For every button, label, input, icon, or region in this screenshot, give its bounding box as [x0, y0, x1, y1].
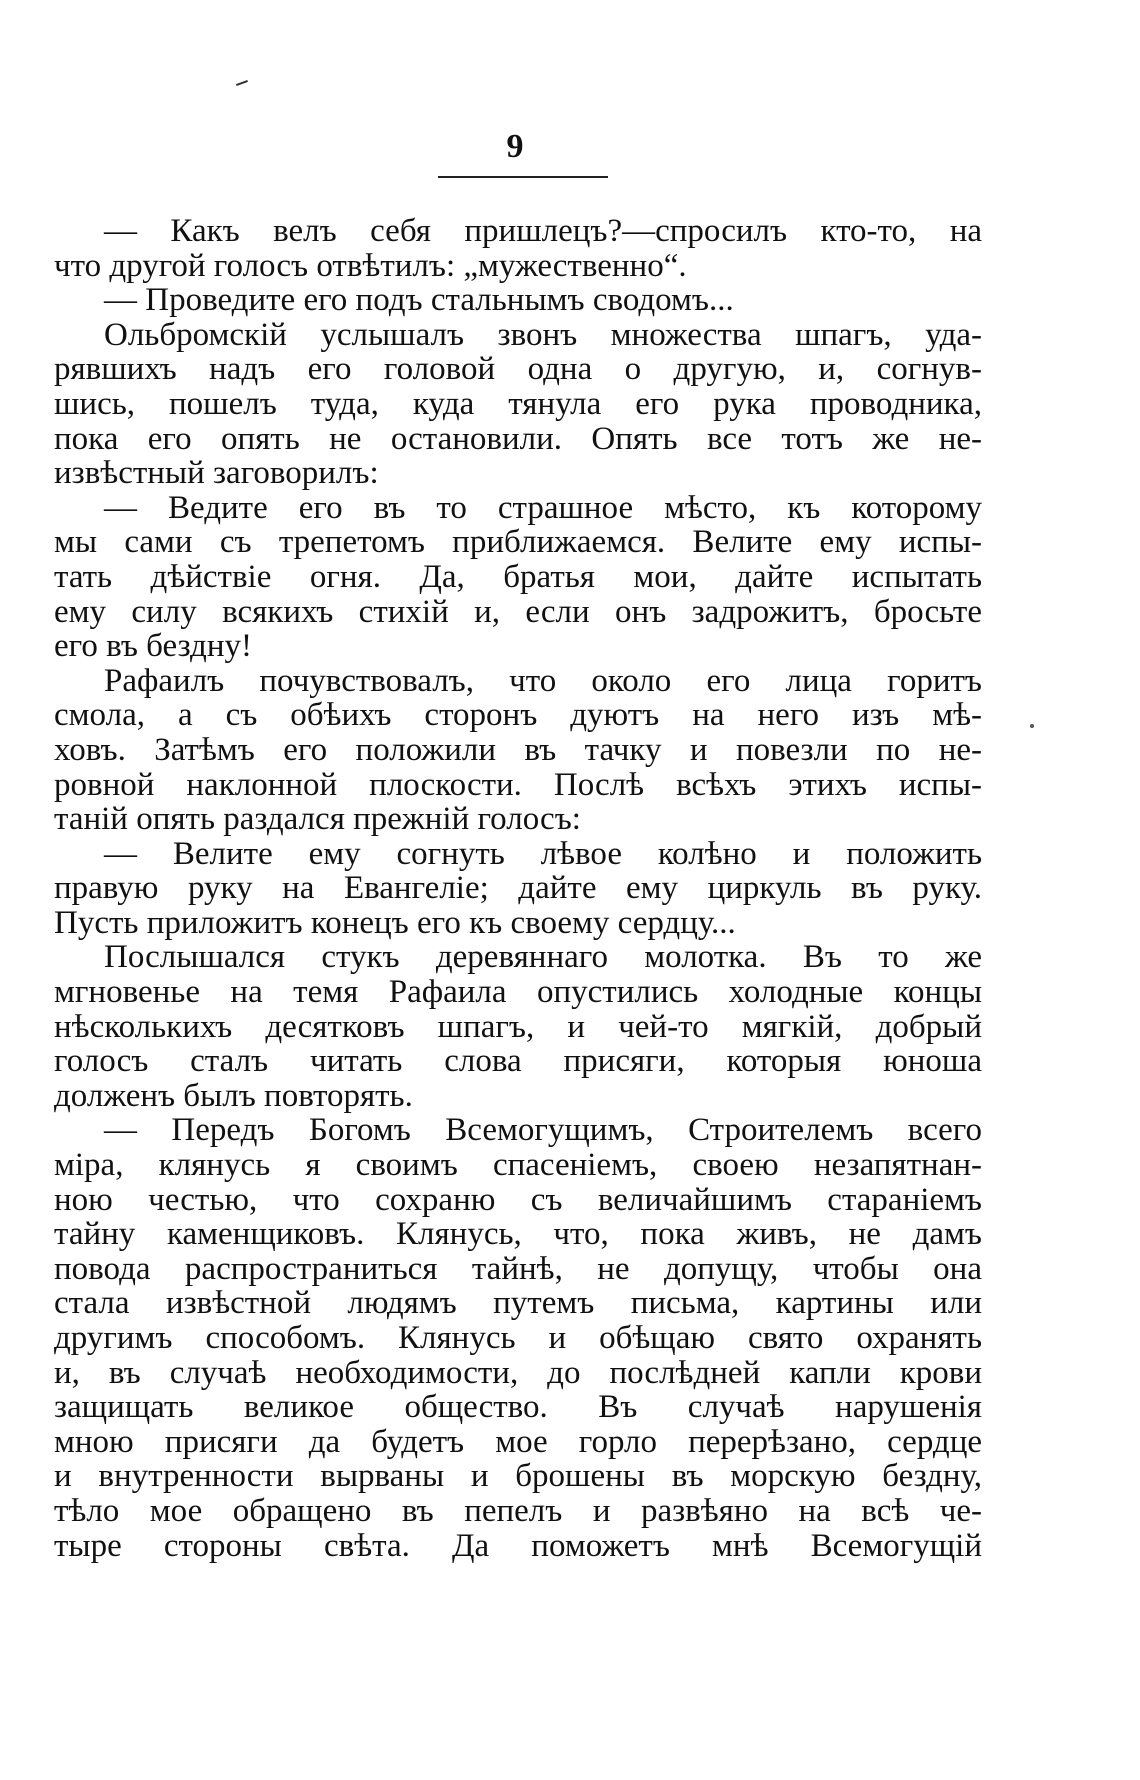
text-line: — Ведите его въ то страшное мѣсто, къ которому — [104, 489, 982, 526]
text-line: тать дѣйствіе огня. Да, братья мои, дайте испытать — [54, 558, 982, 595]
header-rule — [438, 176, 608, 178]
text-line: міра, клянусь я своимъ спасеніемъ, своею незапятнан- — [54, 1147, 982, 1184]
text-line: Рафаилъ почувствовалъ, что около его лица горитъ — [104, 662, 982, 699]
text-line: таній опять раздался прежній голосъ: — [54, 801, 581, 838]
text-line: другимъ способомъ. Клянусь и обѣщаю свято охранять — [54, 1320, 982, 1356]
text-line: правую руку на Евангеліе; дайте ему циркуль въ руку. — [54, 870, 982, 907]
paragraph — [54, 491, 982, 664]
text-line: ровной наклонной плоскости. Послѣ всѣхъ этихъ испы- — [54, 766, 982, 803]
page-number: 9 — [506, 128, 524, 165]
paragraph — [54, 283, 982, 318]
paragraph — [54, 1113, 982, 1563]
text-line: мы сами съ трепетомъ приближаемся. Велите ему испы- — [54, 524, 982, 561]
text-line: что другой голосъ отвѣтилъ: „мужественно“. — [54, 247, 687, 284]
text-line: — Какъ велъ себя пришлецъ?—спросилъ кто-то, на — [104, 213, 982, 249]
text-line: рявшихъ надъ его головой одна о другую, и, согнув- — [54, 351, 982, 388]
print-speck — [236, 80, 248, 86]
paragraph — [54, 318, 982, 491]
text-line: его въ бездну! — [54, 628, 252, 665]
text-line: тайну каменщиковъ. Клянусь, что, пока живъ, не дамъ — [54, 1216, 982, 1253]
text-line: — Передъ Богомъ Всемогущимъ, Строителемъ всего — [104, 1112, 982, 1149]
text-line: мгновенье на темя Рафаила опустились холодные концы — [54, 974, 982, 1011]
text-line: Ольбромскій услышалъ звонъ множества шпагъ, уда- — [104, 316, 982, 353]
margin-speck — [1030, 724, 1034, 728]
text-line: стала извѣстной людямъ путемъ письма, картины или — [54, 1285, 982, 1322]
text-line: тѣло мое обращено въ пепелъ и развѣяно на всѣ че- — [54, 1492, 982, 1529]
paragraph — [54, 214, 982, 283]
body-text — [54, 214, 982, 1563]
paragraph — [54, 837, 982, 941]
text-line: повода распространиться тайнѣ, не допущу, чтобы она — [54, 1250, 982, 1287]
text-line: смола, а съ обѣихъ сторонъ дуютъ на него изъ мѣ- — [54, 697, 982, 734]
text-line: Послышался стукъ деревяннаго молотка. Въ то же — [104, 939, 982, 976]
text-line: ховъ. Затѣмъ его положили въ тачку и повезли по не- — [54, 731, 982, 768]
text-line: тыре стороны свѣта. Да поможетъ мнѣ Всемогущій — [54, 1527, 982, 1564]
paragraph — [54, 940, 982, 1113]
text-line: шись, пошелъ туда, куда тянула его рука проводника, — [54, 385, 982, 422]
text-line: ною честью, что сохраню съ величайшимъ стараніемъ — [54, 1181, 982, 1218]
text-line: — Проведите его подъ стальнымъ сводомъ... — [104, 282, 734, 319]
text-line: долженъ былъ повторять. — [54, 1077, 413, 1114]
paragraph — [54, 664, 982, 837]
text-line: и внутренности вырваны и брошены въ морскую бездну, — [54, 1458, 982, 1495]
text-line: ему силу всякихъ стихій и, если онъ задрожитъ, бросьте — [54, 593, 982, 630]
text-line: и, въ случаѣ необходимости, до послѣдней капли крови — [54, 1354, 982, 1391]
text-line: — Велите ему согнуть лѣвое колѣно и положить — [104, 835, 982, 872]
text-line: нѣсколькихъ десятковъ шпагъ, и чей-то мягкій, добрый — [54, 1008, 982, 1045]
text-line: извѣстный заговорилъ: — [54, 455, 379, 492]
text-line: голосъ сталъ читать слова присяги, которыя юноша — [54, 1043, 982, 1080]
text-line: Пусть приложитъ конецъ его къ своему сердцу... — [54, 904, 736, 941]
text-line: защищать великое общество. Въ случаѣ нарушенія — [54, 1389, 982, 1426]
text-line: пока его опять не остановили. Опять все тотъ же не- — [54, 420, 982, 457]
text-line: мною присяги да будетъ мое горло перерѣзано, сердце — [54, 1423, 982, 1460]
